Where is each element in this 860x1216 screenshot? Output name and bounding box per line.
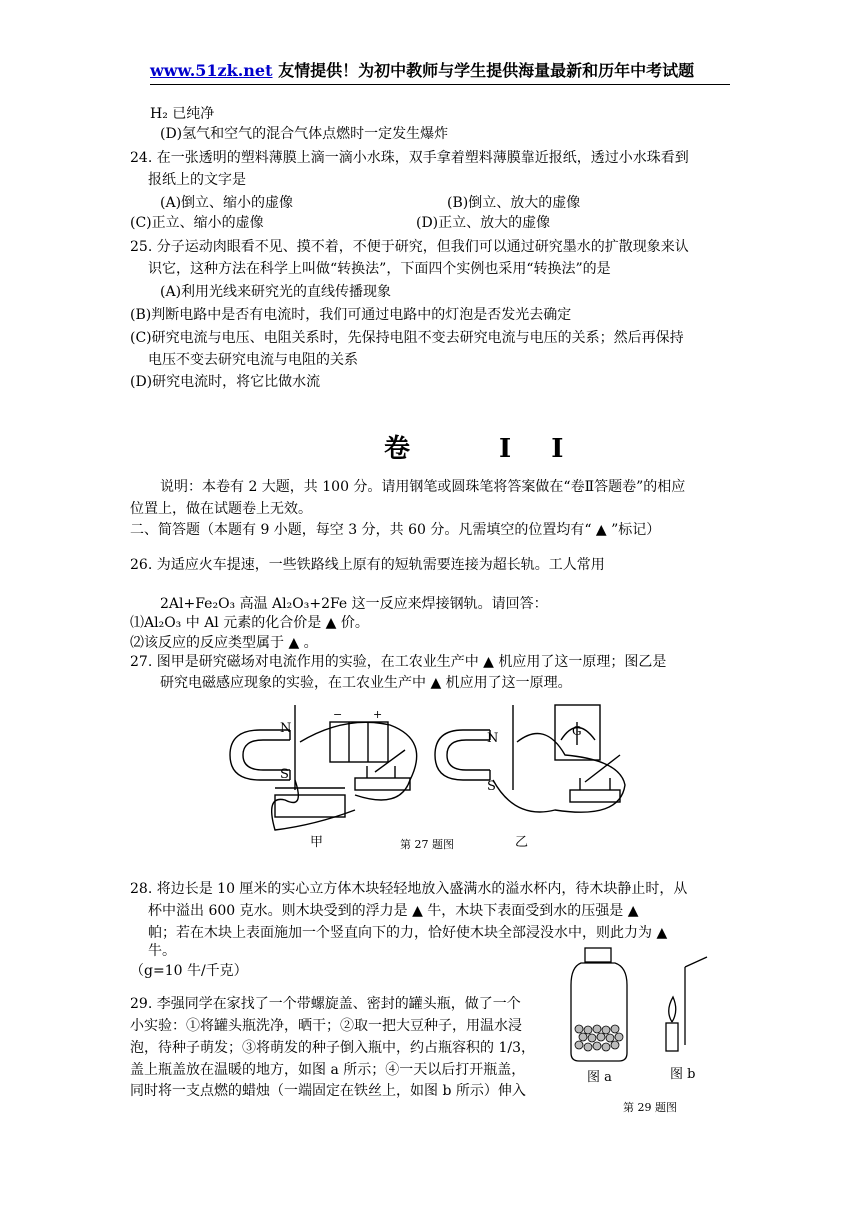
question-25: 25. 分子运动肉眼看不见、摸不着，不便于研究，但我们可以通过研究墨水的扩散现象来认 — [130, 239, 689, 255]
label-n: N — [280, 721, 292, 736]
text-line: 报纸上的文字是 — [148, 172, 246, 188]
label-minus: − — [333, 708, 343, 721]
label-s: S — [280, 767, 289, 782]
volume-title: 卷 II — [384, 434, 604, 464]
rheostat — [275, 795, 345, 817]
page-header — [150, 58, 730, 85]
label-n: N — [487, 731, 499, 746]
text-line: 同时将一支点燃的蜡烛（一端固定在铁丝上，如图 b 所示）伸入 — [130, 1083, 526, 1099]
label-fig-b: 图 b — [670, 1067, 696, 1082]
label-yi: 乙 — [515, 835, 529, 850]
question-29: 29. 李强同学在家找了一个带螺旋盖、密封的罐头瓶，做了一个 — [130, 996, 521, 1012]
jar-lid — [585, 948, 611, 962]
label-plus: + — [373, 708, 383, 721]
note: 位置上，做在试题卷上无效。 — [130, 501, 312, 517]
figure-27 — [225, 700, 645, 855]
option: (C)研究电流与电压、电阻关系时，先保持电阻不变去研究电流与电压的关系；然后再保持 — [130, 330, 684, 346]
figure-29 — [565, 945, 725, 1120]
text-line: 盖上瓶盖放在温暖的地方，如图 a 所示；④一天以后打开瓶盖， — [130, 1062, 526, 1078]
option: (B)判断电路中是否有电流时，我们可通过电路中的灯泡是否发光去确定 — [130, 307, 572, 323]
question-27: 27. 图甲是研究磁场对电流作用的实验，在工农业生产中 ▲ 机应用了这一原理；图乙是 — [130, 654, 667, 670]
question-24: 24. 在一张透明的塑料薄膜上滴一滴小水珠，双手拿着塑料薄膜靠近报纸，透过小水珠看到 — [130, 150, 689, 166]
text-line: （g=10 牛/千克） — [130, 963, 248, 979]
text-line: 牛。 — [148, 943, 176, 959]
option: (A)利用光线来研究光的直线传播现象 — [160, 284, 392, 300]
label-fig-a: 图 a — [587, 1070, 612, 1085]
label-s: S — [487, 779, 496, 794]
label-g: G — [572, 724, 582, 738]
option: (D)正立、放大的虚像 — [416, 215, 551, 231]
option: (B)倒立、放大的虚像 — [447, 195, 581, 211]
question-28: 28. 将边长是 10 厘米的实心立方体木块轻轻地放入盛满水的溢水杯内，待木块静止时，从 — [130, 881, 688, 897]
text-line: 帕；若在木块上表面施加一个竖直向下的力，恰好使木块全部浸没水中，则此力为 ▲ — [148, 925, 668, 941]
section-heading: 二、简答题（本题有 9 小题，每空 3 分，共 60 分。凡需填空的位置均有“ ▲ ”标记） — [130, 522, 661, 538]
text-line: ⑵该反应的反应类型属于 ▲ 。 — [130, 635, 318, 651]
text-line: H₂ 已纯净 — [150, 106, 215, 122]
text-line: 小实验：①将罐头瓶洗净，晒干；②取一把大豆种子，用温水浸 — [130, 1018, 522, 1034]
text-line: 识它，这种方法在科学上叫做“转换法”，下面四个实例也采用“转换法”的是 — [148, 261, 611, 277]
candle — [666, 1023, 678, 1051]
note: 说明：本卷有 2 大题，共 100 分。请用钢笔或圆珠笔将答案做在“卷Ⅱ答题卷”的相应 — [160, 479, 686, 495]
text-line: 泡，待种子萌发；③将萌发的种子倒入瓶中，约占瓶容积的 1/3， — [130, 1040, 535, 1056]
text-line: 杯中溢出 600 克水。则木块受到的浮力是 ▲ 牛，木块下表面受到水的压强是 ▲ — [148, 903, 639, 919]
figure-29-caption: 第 29 题图 — [623, 1101, 677, 1114]
text-line: ⑴Al₂O₃ 中 Al 元素的化合价是 ▲ 价。 — [130, 615, 369, 631]
header-text: 友情提供！为初中教师与学生提供海量最新和历年中考试题 — [272, 61, 695, 80]
figure-27-caption: 第 27 题图 — [400, 838, 454, 851]
label-jia: 甲 — [310, 835, 324, 850]
magnet-yi — [435, 730, 490, 780]
text-line: 电压不变去研究电流与电阻的关系 — [148, 352, 358, 368]
flame — [669, 997, 676, 1022]
text-line: (D)氢气和空气的混合气体点燃时一定发生爆炸 — [160, 126, 449, 142]
option: (D)研究电流时，将它比做水流 — [130, 374, 321, 390]
question-26: 26. 为适应火车提速，一些铁路线上原有的短轨需要连接为超长轨。工人常用 — [130, 557, 605, 573]
site-link[interactable]: www.51zk.net — [150, 61, 273, 80]
equation: 2Al+Fe₂O₃ 高温 Al₂O₃+2Fe 这一反应来焊接钢轨。请回答： — [160, 596, 548, 612]
text-line: 研究电磁感应现象的实验，在工农业生产中 ▲ 机应用了这一原理。 — [160, 675, 572, 691]
option: (C)正立、缩小的虚像 — [130, 215, 264, 231]
option: (A)倒立、缩小的虚像 — [160, 195, 294, 211]
